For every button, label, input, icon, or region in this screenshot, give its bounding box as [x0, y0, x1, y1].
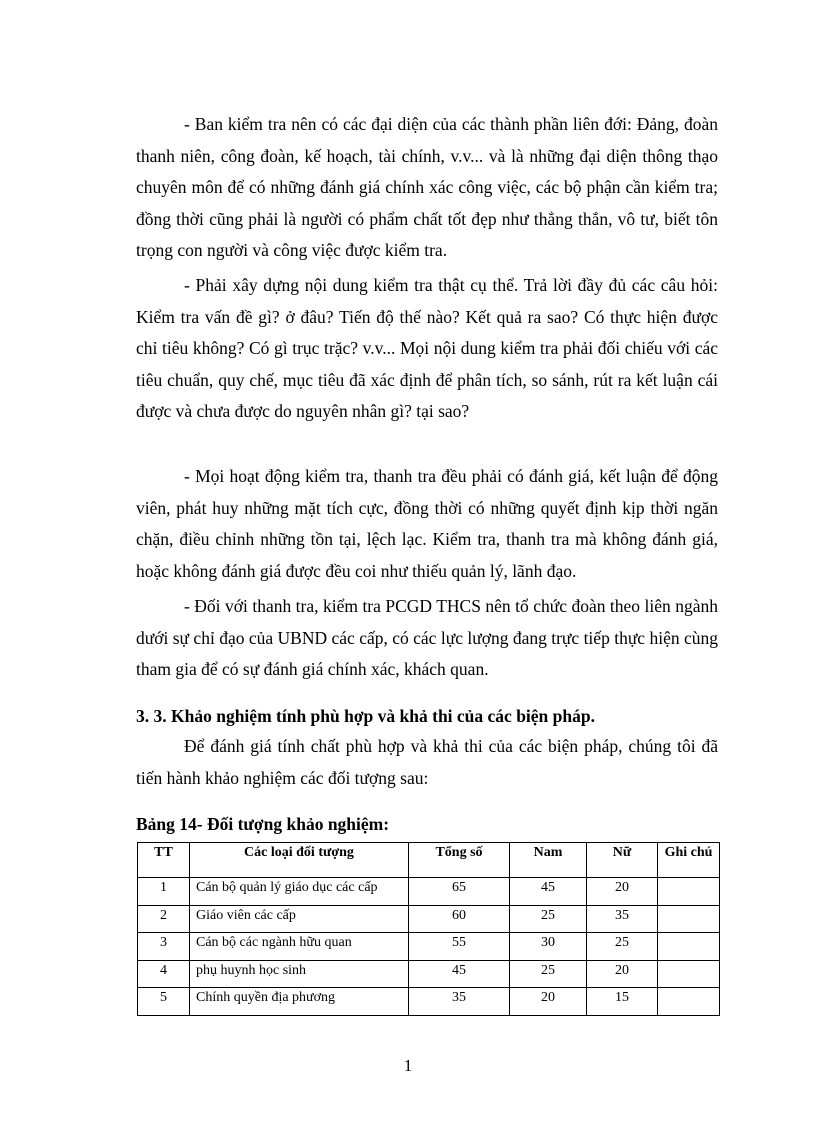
header-subject-type: Các loại đối tượng — [190, 843, 409, 878]
table-row — [138, 960, 720, 988]
cell-tt: 1 — [138, 878, 190, 906]
paragraph-inspection-content: - Phải xây dựng nội dung kiểm tra thật cụ thể. Trả lời đầy đủ các câu hỏi: Kiểm tra vấn đề gì? ở đâu? Tiến độ thế nào? Kết quả ra sao? Có thực hiện được chỉ tiêu không? Có gì trục trặc? v.v... Mọi nội dung kiểm tra phải đối chiếu với các tiêu chuẩn, quy chế, mục tiêu đã xác định để phân tích, so sánh, rút ra kết luận cái được và chưa được do nguyên nhân gì? tại sao? — [136, 275, 718, 421]
cell-tt: 2 — [138, 905, 190, 933]
cell-notes — [658, 960, 720, 988]
paragraph-survey-intro: Để đánh giá tính chất phù hợp và khả thi của các biện pháp, chúng tôi đã tiến hành khảo nghiệm các đối tượng sau: — [136, 736, 718, 788]
cell-total: 65 — [409, 878, 510, 906]
cell-notes — [658, 988, 720, 1016]
cell-tt: 3 — [138, 933, 190, 961]
cell-tt: 5 — [138, 988, 190, 1016]
cell-female: 20 — [587, 878, 658, 906]
cell-total: 60 — [409, 905, 510, 933]
table-caption: Bảng 14- Đối tượng khảo nghiệm: — [136, 814, 390, 834]
cell-tt: 4 — [138, 960, 190, 988]
cell-subject-type: Cán bộ quản lý giáo dục các cấp — [190, 878, 409, 906]
header-female: Nữ — [587, 843, 658, 878]
paragraph-inspection-board: - Ban kiểm tra nên có các đại diện của các thành phần liên đới: Đảng, đoàn thanh niên, công đoàn, kế hoạch, tài chính, v.v... và là những đại diện thông thạo chuyên môn để có những đánh giá chính xác công việc, các bộ phận cần kiểm tra; đồng thời cũng phải là người có phẩm chất tốt đẹp như thẳng thắn, vô tư, biết tôn trọng con người và công việc được kiểm tra. — [136, 114, 718, 260]
cell-subject-type: Cán bộ các ngành hữu quan — [190, 933, 409, 961]
cell-male: 20 — [510, 988, 587, 1016]
cell-male: 30 — [510, 933, 587, 961]
paragraph-inspection-evaluation: - Mọi hoạt động kiểm tra, thanh tra đều phải có đánh giá, kết luận để động viên, phát huy những mặt tích cực, đồng thời có những quyết định kịp thời ngăn chặn, điều chỉnh những tồn tại, lệch lạc. Kiểm tra, thanh tra mà không đánh giá, hoặc không đánh giá được đều coi như thiếu quản lý, lãnh đạo. — [136, 466, 718, 581]
cell-female: 20 — [587, 960, 658, 988]
table-row — [138, 905, 720, 933]
cell-subject-type: Giáo viên các cấp — [190, 905, 409, 933]
cell-subject-type: Chính quyền địa phương — [190, 988, 409, 1016]
cell-notes — [658, 933, 720, 961]
page-number: 1 — [403, 1056, 413, 1075]
header-total: Tổng số — [409, 843, 510, 878]
cell-subject-type: phụ huynh học sinh — [190, 960, 409, 988]
survey-subjects-table — [137, 842, 720, 1016]
cell-male: 45 — [510, 878, 587, 906]
cell-total: 35 — [409, 988, 510, 1016]
table-row — [138, 933, 720, 961]
cell-total: 55 — [409, 933, 510, 961]
paragraph-pcgd-inspection: - Đối với thanh tra, kiểm tra PCGD THCS nên tổ chức đoàn theo liên ngành dưới sự chỉ đạo của UBND các cấp, có các lực lượng đang trực tiếp thực hiện cùng tham gia để có sự đánh giá chính xác, khách quan. — [136, 596, 718, 679]
cell-male: 25 — [510, 960, 587, 988]
cell-total: 45 — [409, 960, 510, 988]
cell-notes — [658, 878, 720, 906]
table-header-row — [138, 843, 720, 878]
section-heading: 3. 3. Khảo nghiệm tính phù hợp và khả thi của các biện pháp. — [136, 706, 595, 726]
cell-female: 25 — [587, 933, 658, 961]
cell-notes — [658, 905, 720, 933]
header-male: Nam — [510, 843, 587, 878]
cell-female: 35 — [587, 905, 658, 933]
header-notes: Ghi chú — [658, 843, 720, 878]
table-row — [138, 988, 720, 1016]
cell-male: 25 — [510, 905, 587, 933]
header-tt: TT — [138, 843, 190, 878]
cell-female: 15 — [587, 988, 658, 1016]
table-row — [138, 878, 720, 906]
